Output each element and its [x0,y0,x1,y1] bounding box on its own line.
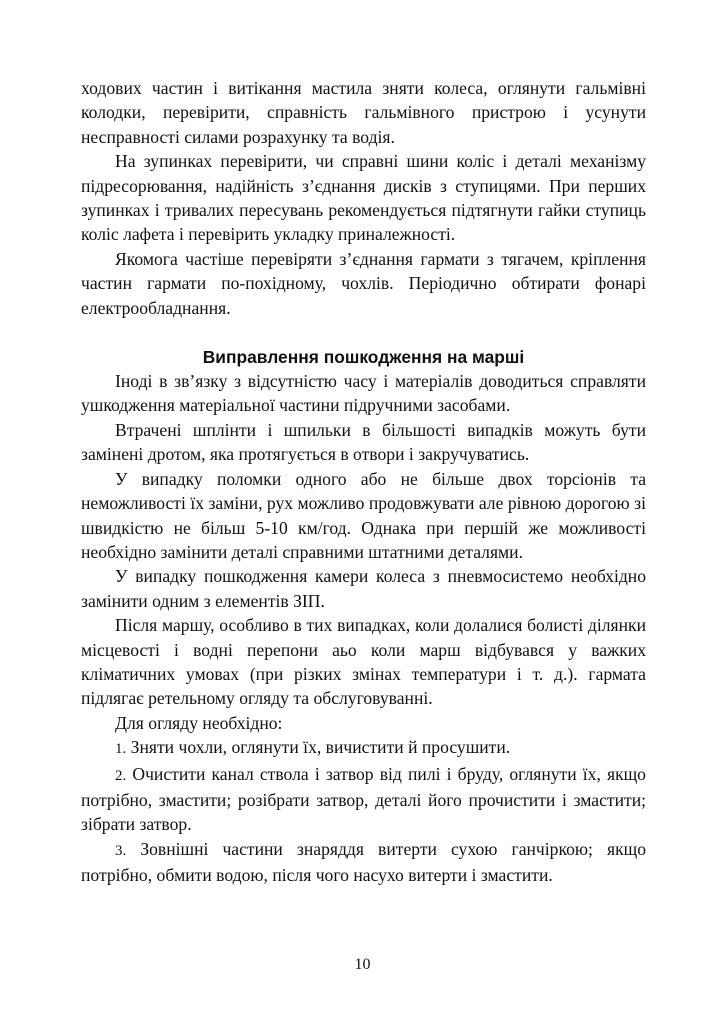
paragraph: Втрачені шплінти і шпильки в більшості випадків можуть бути замінені дротом, яка протягується в отвори і закручуватись. [81,419,646,465]
list-item [81,837,646,888]
paragraph: ходових частин і витікання мастила зняти колеса, оглянути гальмівні колодки, перевірити, справність гальмівного пристрою і усунути несправності силами розрахунку та водія. [81,78,646,147]
paragraph: Для огляду необхідно: [115,712,283,733]
list-item-number: 3. [115,842,127,859]
paragraph: Іноді в зв’язку з відсутністю часу і матеріалів доводиться справляти ушкодження матеріальної частини підручними засобами. [81,371,646,416]
list-item-number: 2. [115,767,127,784]
list-item-text: Зняти чохли, оглянути їх, вичистити й просушити. [130,737,511,758]
list-item [81,762,646,837]
section-heading: Виправлення пошкодження на марші [202,347,525,368]
paragraph: Якомога частіше перевіряти з’єднання гармати з тягачем, кріплення частин гармати по-похідному, чохлів. Періодично обтирати фонарі електрообладнання. [81,248,646,318]
paragraph: У випадку поломки одного або не більше двох торсіонів та неможливості їх заміни, рух можливо продовжувати але рівною дорогою зі швидкістю не більш 5-10 км/год. Однака при першій же можливості необхідно замінити деталі справними штатними деталями. [81,468,646,562]
list-item [81,735,646,761]
list-item-number: 1. [115,741,127,758]
page-number: 10 [354,956,371,973]
paragraph: На зупинках перевірити, чи справні шини коліс і деталі механізму підресорювання, надійність з’єднання дисків з ступицями. При перших зупинках і тривалих пересувань рекомендується підтягнути гайки ступиць коліс лафета і перевірить укладку приналежності. [81,151,646,245]
list-item-text: Очистити канал ствола і затвор від пилі і бруду, оглянути їх, якщо потрібно, змастити; розібрати затвор, деталі його прочистити і змастити; зібрати затвор. [81,763,646,835]
page-body [81,76,646,888]
paragraph: У випадку пошкодження камери колеса з пневмосистемо необхідно замінити одним з елементів ЗІП. [81,566,646,611]
paragraph: Після маршу, особливо в тих випадках, коли долалися болисті ділянки місцевості і водні перепони аьо коли марш відбувався у важких кліматичних умовах (при різких змінах температури і т. д.). гармата підлягає ретельному огляду та обслуговуванні. [81,615,646,709]
list-item-text: Зовнішні частини знаряддя витерти сухою ганчіркою; якщо потрібно, обмити водою, після чого насухо витерти і змастити. [81,838,646,886]
